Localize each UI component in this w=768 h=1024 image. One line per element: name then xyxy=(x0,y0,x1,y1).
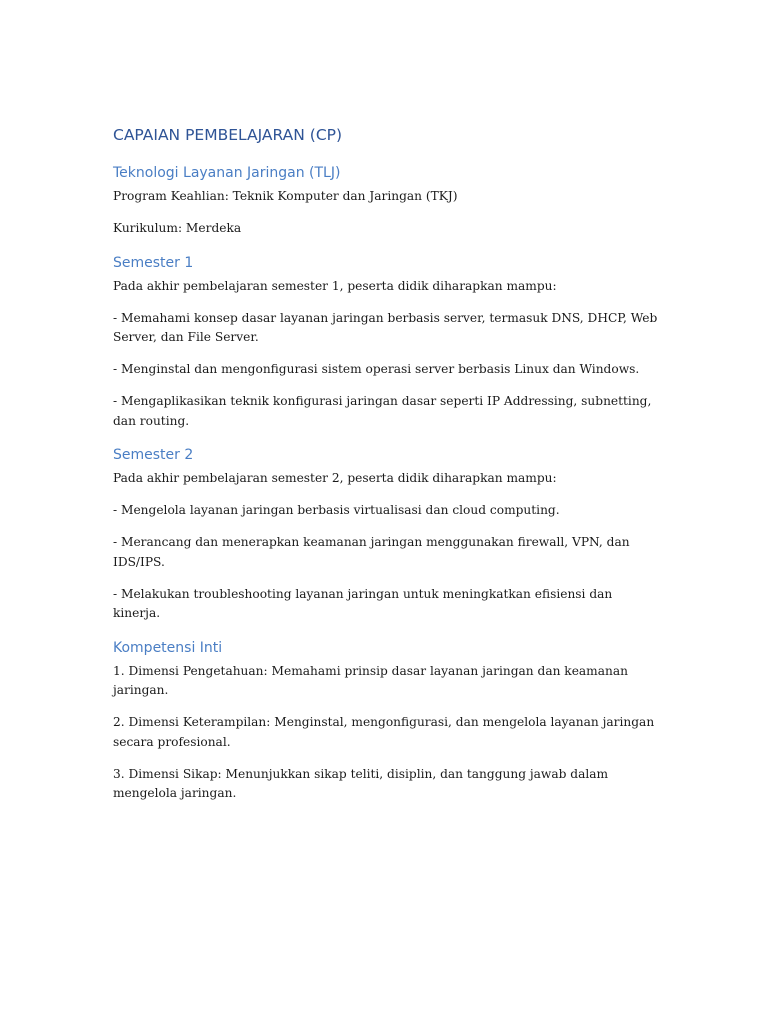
document-content xyxy=(113,125,658,816)
program-line: Program Keahlian: Teknik Komputer dan Jaringan (TKJ) xyxy=(113,189,458,203)
kompetensi-item: 2. Dimensi Keterampilan: Menginstal, mengonfigurasi, dan mengelola layanan jaringan secara profesional. xyxy=(113,715,655,749)
semester-2-item: - Merancang dan menerapkan keamanan jaringan menggunakan firewall, VPN, dan IDS/IPS. xyxy=(113,535,630,569)
semester-2-heading: Semester 2 xyxy=(113,447,194,463)
semester-2-intro: Pada akhir pembelajaran semester 2, peserta didik diharapkan mampu: xyxy=(113,471,557,485)
semester-1-item: - Menginstal dan mengonfigurasi sistem operasi server berbasis Linux dan Windows. xyxy=(113,362,640,376)
document-title: CAPAIAN PEMBELAJARAN (CP) xyxy=(113,126,343,144)
semester-2-item: - Mengelola layanan jaringan berbasis virtualisasi dan cloud computing. xyxy=(113,503,560,517)
kompetensi-heading: Kompetensi Inti xyxy=(113,639,223,656)
kompetensi-item: 3. Dimensi Sikap: Menunjukkan sikap teliti, disiplin, dan tanggung jawab dalam mengelola jaringan. xyxy=(113,766,609,800)
semester-1-heading: Semester 1 xyxy=(113,254,194,271)
kurikulum-line: Kurikulum: Merdeka xyxy=(113,221,242,235)
semester-1-intro: Pada akhir pembelajaran semester 1, peserta didik diharapkan mampu: xyxy=(113,278,557,293)
semester-1-item: - Memahami konsep dasar layanan jaringan berbasis server, termasuk DNS, DHCP, Web Server, dan File Server. xyxy=(113,310,658,344)
semester-1-item: - Mengaplikasikan teknik konfigurasi jaringan dasar seperti IP Addressing, subnetting, dan routing. xyxy=(113,394,652,428)
semester-2-item: - Melakukan troubleshooting layanan jaringan untuk meningkatkan efisiensi dan kinerja. xyxy=(113,586,613,620)
subject-heading: Teknologi Layanan Jaringan (TLJ) xyxy=(113,165,341,181)
kompetensi-item: 1. Dimensi Pengetahuan: Memahami prinsip dasar layanan jaringan dan keamanan jaringan. xyxy=(113,663,628,697)
